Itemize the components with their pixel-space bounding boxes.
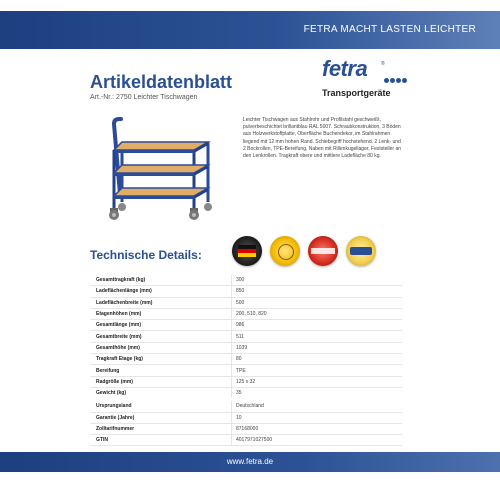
made-in-germany-seal-icon — [232, 236, 262, 266]
spec-row — [90, 308, 402, 319]
logo-dots-icon — [384, 70, 414, 76]
spec-row — [90, 400, 402, 412]
spec-label: Ursprungsland — [90, 400, 232, 412]
stainless-seal-icon — [308, 236, 338, 266]
spec-row — [90, 412, 402, 423]
header-band — [0, 11, 500, 49]
spec-value: 35 — [232, 387, 403, 399]
article-number: Art.-Nr.: 2750 Leichter Tischwagen — [90, 94, 198, 101]
fetra-logo — [322, 58, 412, 82]
spec-value: 986 — [232, 320, 403, 331]
spec-row — [90, 376, 402, 387]
page-title: Artikeldatenblatt — [90, 72, 233, 92]
spec-value: 1039 — [232, 342, 403, 353]
spec-row — [90, 320, 402, 331]
spec-value: Deutschland — [232, 400, 403, 412]
spec-label: GTIN — [90, 435, 232, 446]
spec-row — [90, 423, 402, 434]
spec-value: 300 — [232, 275, 403, 286]
brand-tagline: Transportgeräte — [322, 88, 391, 98]
footer-band — [0, 452, 500, 472]
spec-label: Gesamtlänge (mm) — [90, 320, 232, 331]
spec-value: 4017971027500 — [232, 435, 403, 446]
spec-label: Radgröße (mm) — [90, 376, 232, 387]
product-description: Leichter Tischwagen aus Stahlrohr und Profilstahl geschweißt, pulverbeschichtet brillantblau RAL 5007. Schraubkonstruktion, 3 Böden aus Holzwerkstoffplatte, Oberfläche Buchendekor, im Stahlrahmen liegend mit 12 mm hohen Rand. Schiebegriff hochstehend. 2 Lenk- und 2 Bockrollen, TPE-Bereifung, Naben mit Rillenkugellager, Feststeller an den Lenkrollen. Tragkraft obere und mittlere Ladefläche 80 kg. — [243, 117, 402, 160]
technical-details-heading: Technische Details: — [90, 248, 202, 262]
spec-row — [90, 387, 402, 399]
spec-value: 125 x 32 — [232, 376, 403, 387]
quality-seal-icon — [346, 236, 376, 266]
guarantee-seal-icon — [270, 236, 300, 266]
spec-table — [90, 275, 402, 446]
spec-label: Bereifung — [90, 365, 232, 376]
spec-value: 80 — [232, 354, 403, 365]
header-slogan: FETRA MACHT LASTEN LEICHTER — [303, 24, 476, 35]
spec-value: 200, 510, 820 — [232, 308, 403, 319]
spec-row — [90, 365, 402, 376]
spec-value: 500 — [232, 297, 403, 308]
spec-label: Ladeflächenlänge (mm) — [90, 286, 232, 297]
spec-label: Gewicht (kg) — [90, 387, 232, 399]
spec-row — [90, 297, 402, 308]
spec-value: 511 — [232, 331, 403, 342]
spec-row — [90, 354, 402, 365]
spec-value: TPE — [232, 365, 403, 376]
spec-label: Gesamthöhe (mm) — [90, 342, 232, 353]
registered-mark: ® — [381, 61, 385, 67]
spec-row — [90, 342, 402, 353]
spec-value: 10 — [232, 412, 403, 423]
quality-seals — [232, 236, 392, 270]
spec-label: Etagenhöhen (mm) — [90, 308, 232, 319]
spec-value: 850 — [232, 286, 403, 297]
spec-label: Gesamtbreite (mm) — [90, 331, 232, 342]
spec-label: Gesamttragkraft (kg) — [90, 275, 232, 286]
spec-label: Zolltarifnummer — [90, 423, 232, 434]
spec-row — [90, 331, 402, 342]
product-cart-image — [90, 116, 220, 220]
logo-wordmark: fetra — [322, 56, 368, 81]
spec-row — [90, 275, 402, 286]
spec-value: 87168000 — [232, 423, 403, 434]
spec-label: Ladeflächenbreite (mm) — [90, 297, 232, 308]
spec-row — [90, 435, 402, 446]
footer-url[interactable]: www.fetra.de — [226, 457, 274, 466]
spec-row — [90, 286, 402, 297]
spec-label: Garantie (Jahre) — [90, 412, 232, 423]
spec-label: Tragkraft Etage (kg) — [90, 354, 232, 365]
